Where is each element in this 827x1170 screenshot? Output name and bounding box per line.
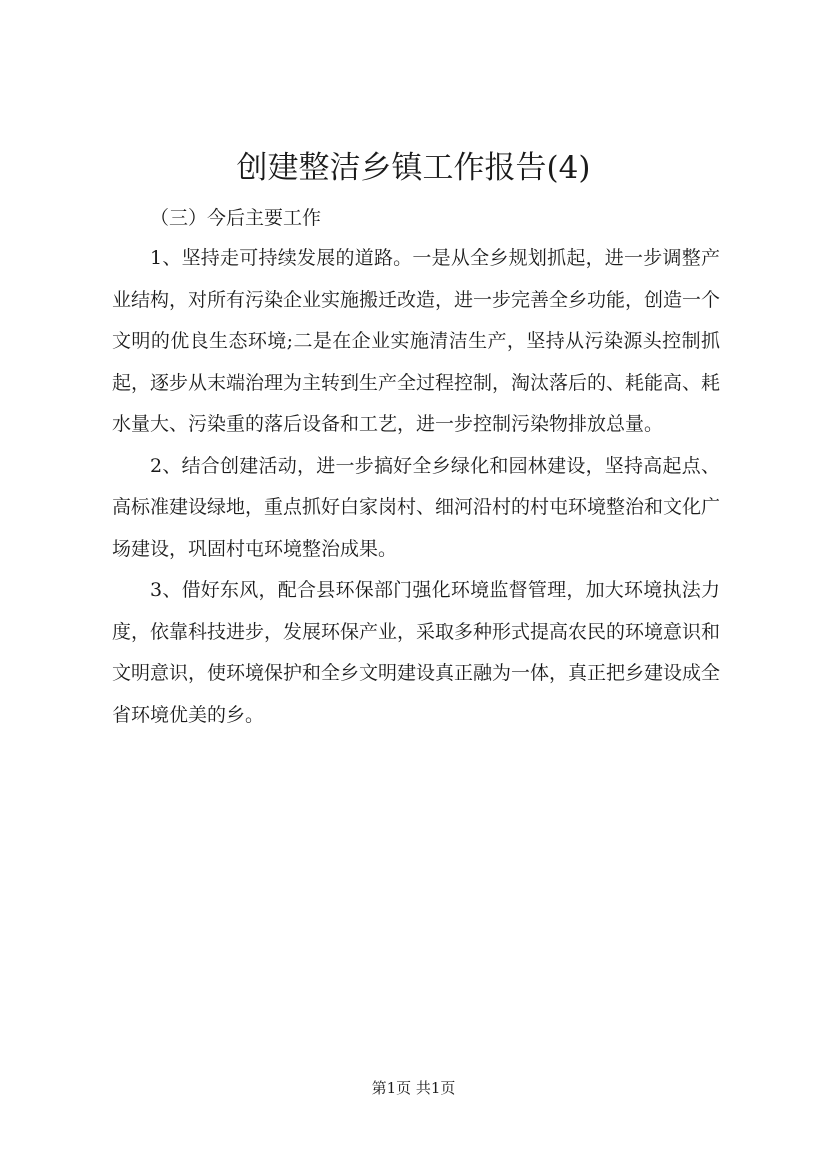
document-title: 创建整洁乡镇工作报告(4) [236,150,591,186]
paragraph-3: 3、借好东风，配合县环保部门强化环境监督管理，加大环境执法力度，依靠科技进步，发展环保产业，采取多种形式提高农民的环境意识和文明意识，使环境保护和全乡文明建设真正融为一体，真正把乡建设成全省环境优美的乡。 [112,579,721,726]
document-body [112,198,720,736]
paragraph-1: 1、坚持走可持续发展的道路。一是从全乡规划抓起，进一步调整产业结构，对所有污染企业实施搬迁改造，进一步完善全乡功能，创造一个文明的优良生态环境;二是在企业实施清洁生产，坚持从污染源头控制抓起，逐步从末端治理为主转到生产全过程控制，淘汰落后的、耗能高、耗水量大、污染重的落后设备和工艺，进一步控制污染物排放总量。 [112,247,721,435]
paragraph-2: 2、结合创建活动，进一步搞好全乡绿化和园林建设，坚持高起点、高标准建设绿地，重点抓好白家岗村、细河沿村的村屯环境整治和文化广场建设，巩固村屯环境整治成果。 [112,454,721,560]
section-heading: （三）今后主要工作 [150,207,322,229]
page-footer: 第1页 共1页 [371,1079,456,1097]
